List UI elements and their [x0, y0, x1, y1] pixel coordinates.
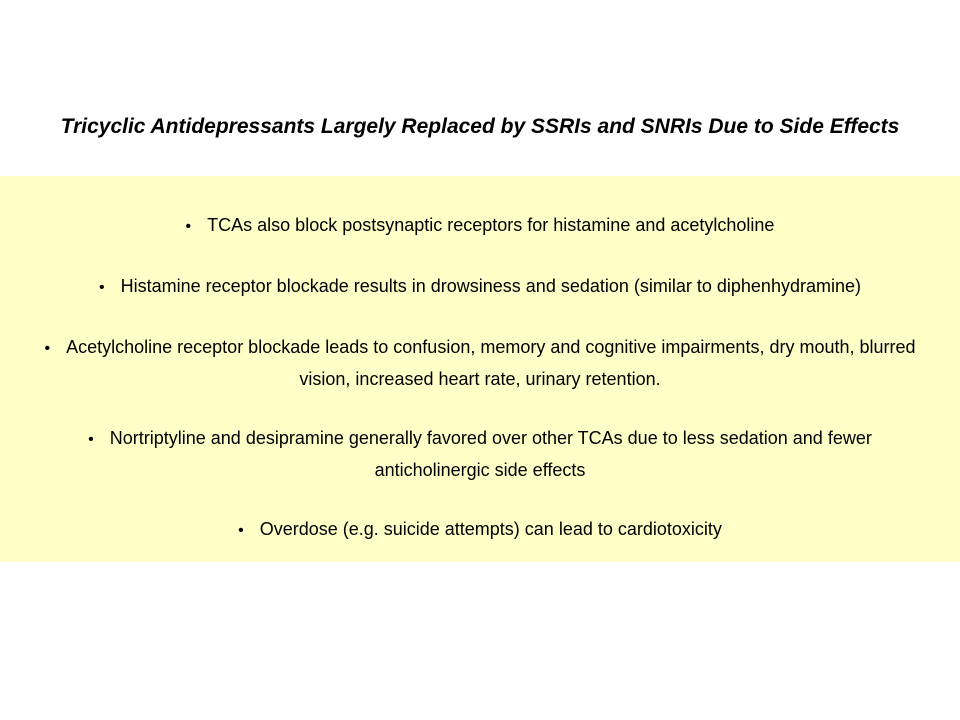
- bullet-text: TCAs also block postsynaptic receptors for histamine and acetylcholine: [207, 215, 775, 235]
- bullet-list: [0, 210, 960, 575]
- bullet-dot-icon: •: [44, 340, 51, 357]
- bullet-item-4: [0, 423, 960, 485]
- bullet-item-2: [0, 271, 960, 303]
- bullet-text: Nortriptyline and desipramine generally favored over other TCAs due to less sedation and fewer anticholinergic side effects: [109, 428, 872, 480]
- bullet-dot-icon: •: [238, 522, 244, 539]
- bullet-item-5: [0, 514, 960, 546]
- bullet-text: Acetylcholine receptor blockade leads to confusion, memory and cognitive impairments, dry mouth, blurred vision, increased heart rate, urinary retention.: [66, 337, 916, 389]
- bullet-dot-icon: •: [88, 431, 94, 448]
- bullet-item-1: [0, 210, 960, 242]
- bullet-text: Overdose (e.g. suicide attempts) can lead to cardiotoxicity: [259, 519, 722, 539]
- bullet-dot-icon: •: [185, 218, 192, 235]
- content-box: [0, 176, 960, 562]
- bullet-dot-icon: •: [99, 279, 105, 296]
- bullet-item-3: [0, 332, 960, 394]
- bullet-text: Histamine receptor blockade results in drowsiness and sedation (similar to diphenhydramine): [120, 276, 861, 296]
- slide-title: Tricyclic Antidepressants Largely Replaced by SSRIs and SNRIs Due to Side Effects: [60, 115, 900, 138]
